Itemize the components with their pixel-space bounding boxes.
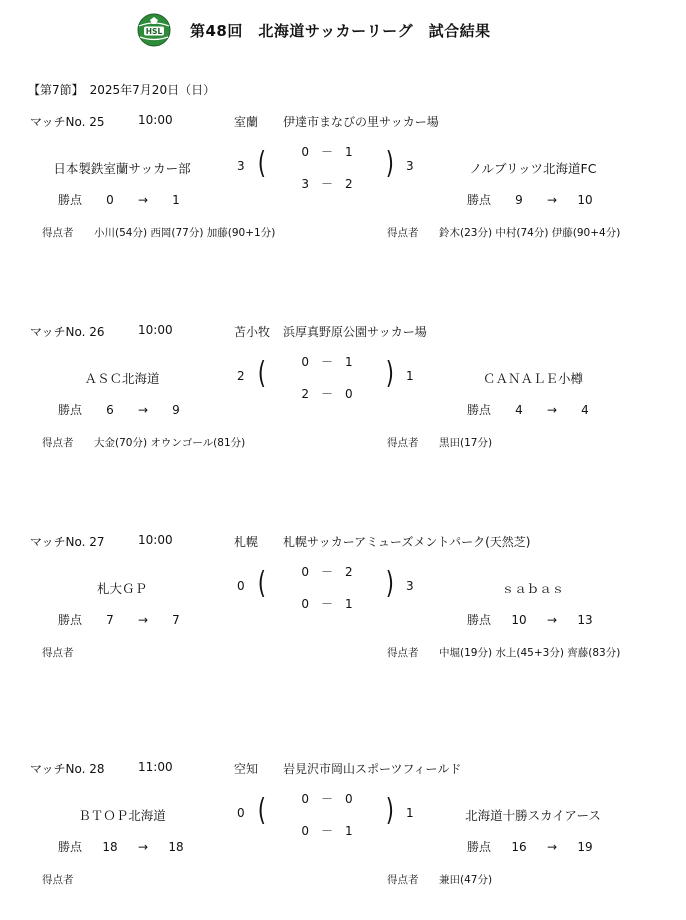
away-team-name: ＣＡＮＡＬＥ小樽 — [482, 371, 583, 386]
away-total-score: 3 — [406, 159, 414, 173]
match-number: マッチNo. 28 — [30, 762, 105, 776]
home-total-score: 3 — [237, 159, 245, 173]
away-total-score: 1 — [406, 369, 414, 383]
match-city: 室蘭 — [234, 115, 259, 129]
match-city: 空知 — [234, 762, 259, 776]
home-points: 勝点 18 → 18 — [58, 840, 184, 854]
match-number: マッチNo. 26 — [30, 325, 105, 339]
away-points: 勝点 10 → 13 — [467, 613, 593, 627]
kickoff-time: 11:00 — [138, 760, 173, 774]
second-half-score: 0 － 1 — [301, 824, 353, 838]
match-number: マッチNo. 25 — [30, 115, 105, 129]
match-block — [0, 760, 686, 920]
kickoff-time: 10:00 — [138, 533, 173, 547]
left-bracket: ( — [257, 356, 266, 391]
away-scorers: 得点者 中堀(19分) 水上(45+3分) 齊藤(83分) — [387, 647, 621, 659]
first-half-score: 0 － 2 — [301, 565, 353, 579]
home-scorers: 得点者 — [42, 647, 74, 659]
match-venue: 浜厚真野原公園サッカー場 — [283, 325, 427, 339]
match-venue: 岩見沢市岡山スポーツフィールド — [283, 762, 462, 776]
away-scorers: 得点者 兼田(47分) — [387, 874, 493, 886]
match-block — [0, 533, 686, 693]
match-venue: 伊達市まなびの里サッカー場 — [283, 115, 439, 129]
home-scorers: 得点者 小川(54分) 西岡(77分) 加藤(90+1分) — [42, 227, 276, 239]
first-half-score: 0 － 1 — [301, 355, 353, 369]
away-team-name: ノルブリッツ北海道FC — [469, 161, 597, 176]
first-half-score: 0 － 1 — [301, 145, 353, 159]
right-bracket: ) — [385, 566, 394, 601]
away-points: 勝点 16 → 19 — [467, 840, 593, 854]
match-city: 札幌 — [234, 535, 259, 549]
away-points: 勝点 9 → 10 — [467, 193, 593, 207]
kickoff-time: 10:00 — [138, 113, 173, 127]
page-title: 第48回 北海道サッカーリーグ 試合結果 — [190, 22, 491, 40]
home-points: 勝点 7 → 7 — [58, 613, 180, 627]
home-team-name: 札大ＧＰ — [96, 581, 147, 596]
home-team-name: ＡＳＣ北海道 — [84, 371, 160, 386]
second-half-score: 2 － 0 — [301, 387, 353, 401]
away-total-score: 3 — [406, 579, 414, 593]
home-team-name: 日本製鉄室蘭サッカー部 — [53, 161, 191, 176]
home-total-score: 2 — [237, 369, 245, 383]
away-team-name: ｓａｂａｓ — [501, 581, 565, 596]
away-scorers: 得点者 黒田(17分) — [387, 437, 493, 449]
match-block — [0, 323, 686, 483]
home-team-name: ＢＴＯＰ北海道 — [78, 808, 166, 823]
right-bracket: ) — [385, 146, 394, 181]
left-bracket: ( — [257, 566, 266, 601]
away-total-score: 1 — [406, 806, 414, 820]
left-bracket: ( — [257, 793, 266, 828]
left-bracket: ( — [257, 146, 266, 181]
league-logo — [137, 13, 171, 47]
home-points: 勝点 0 → 1 — [58, 193, 180, 207]
away-scorers: 得点者 鈴木(23分) 中村(74分) 伊藤(90+4分) — [387, 227, 621, 239]
right-bracket: ) — [385, 356, 394, 391]
home-scorers: 得点者 — [42, 874, 74, 886]
match-block — [0, 113, 686, 273]
second-half-score: 3 － 2 — [301, 177, 353, 191]
home-scorers: 得点者 大金(70分) オウンゴール(81分) — [42, 437, 246, 449]
away-team-name: 北海道十勝スカイアース — [465, 808, 601, 823]
second-half-score: 0 － 1 — [301, 597, 353, 611]
home-total-score: 0 — [237, 806, 245, 820]
match-city: 苫小牧 — [234, 325, 271, 339]
home-points: 勝点 6 → 9 — [58, 403, 180, 417]
away-points: 勝点 4 → 4 — [467, 403, 589, 417]
round-date: 【第7節】 2025年7月20日（日） — [28, 83, 216, 97]
home-total-score: 0 — [237, 579, 245, 593]
logo-text: HSL — [145, 27, 163, 36]
first-half-score: 0 － 0 — [301, 792, 353, 806]
kickoff-time: 10:00 — [138, 323, 173, 337]
match-number: マッチNo. 27 — [30, 535, 105, 549]
right-bracket: ) — [385, 793, 394, 828]
match-venue: 札幌サッカーアミューズメントパーク(天然芝) — [283, 535, 531, 549]
